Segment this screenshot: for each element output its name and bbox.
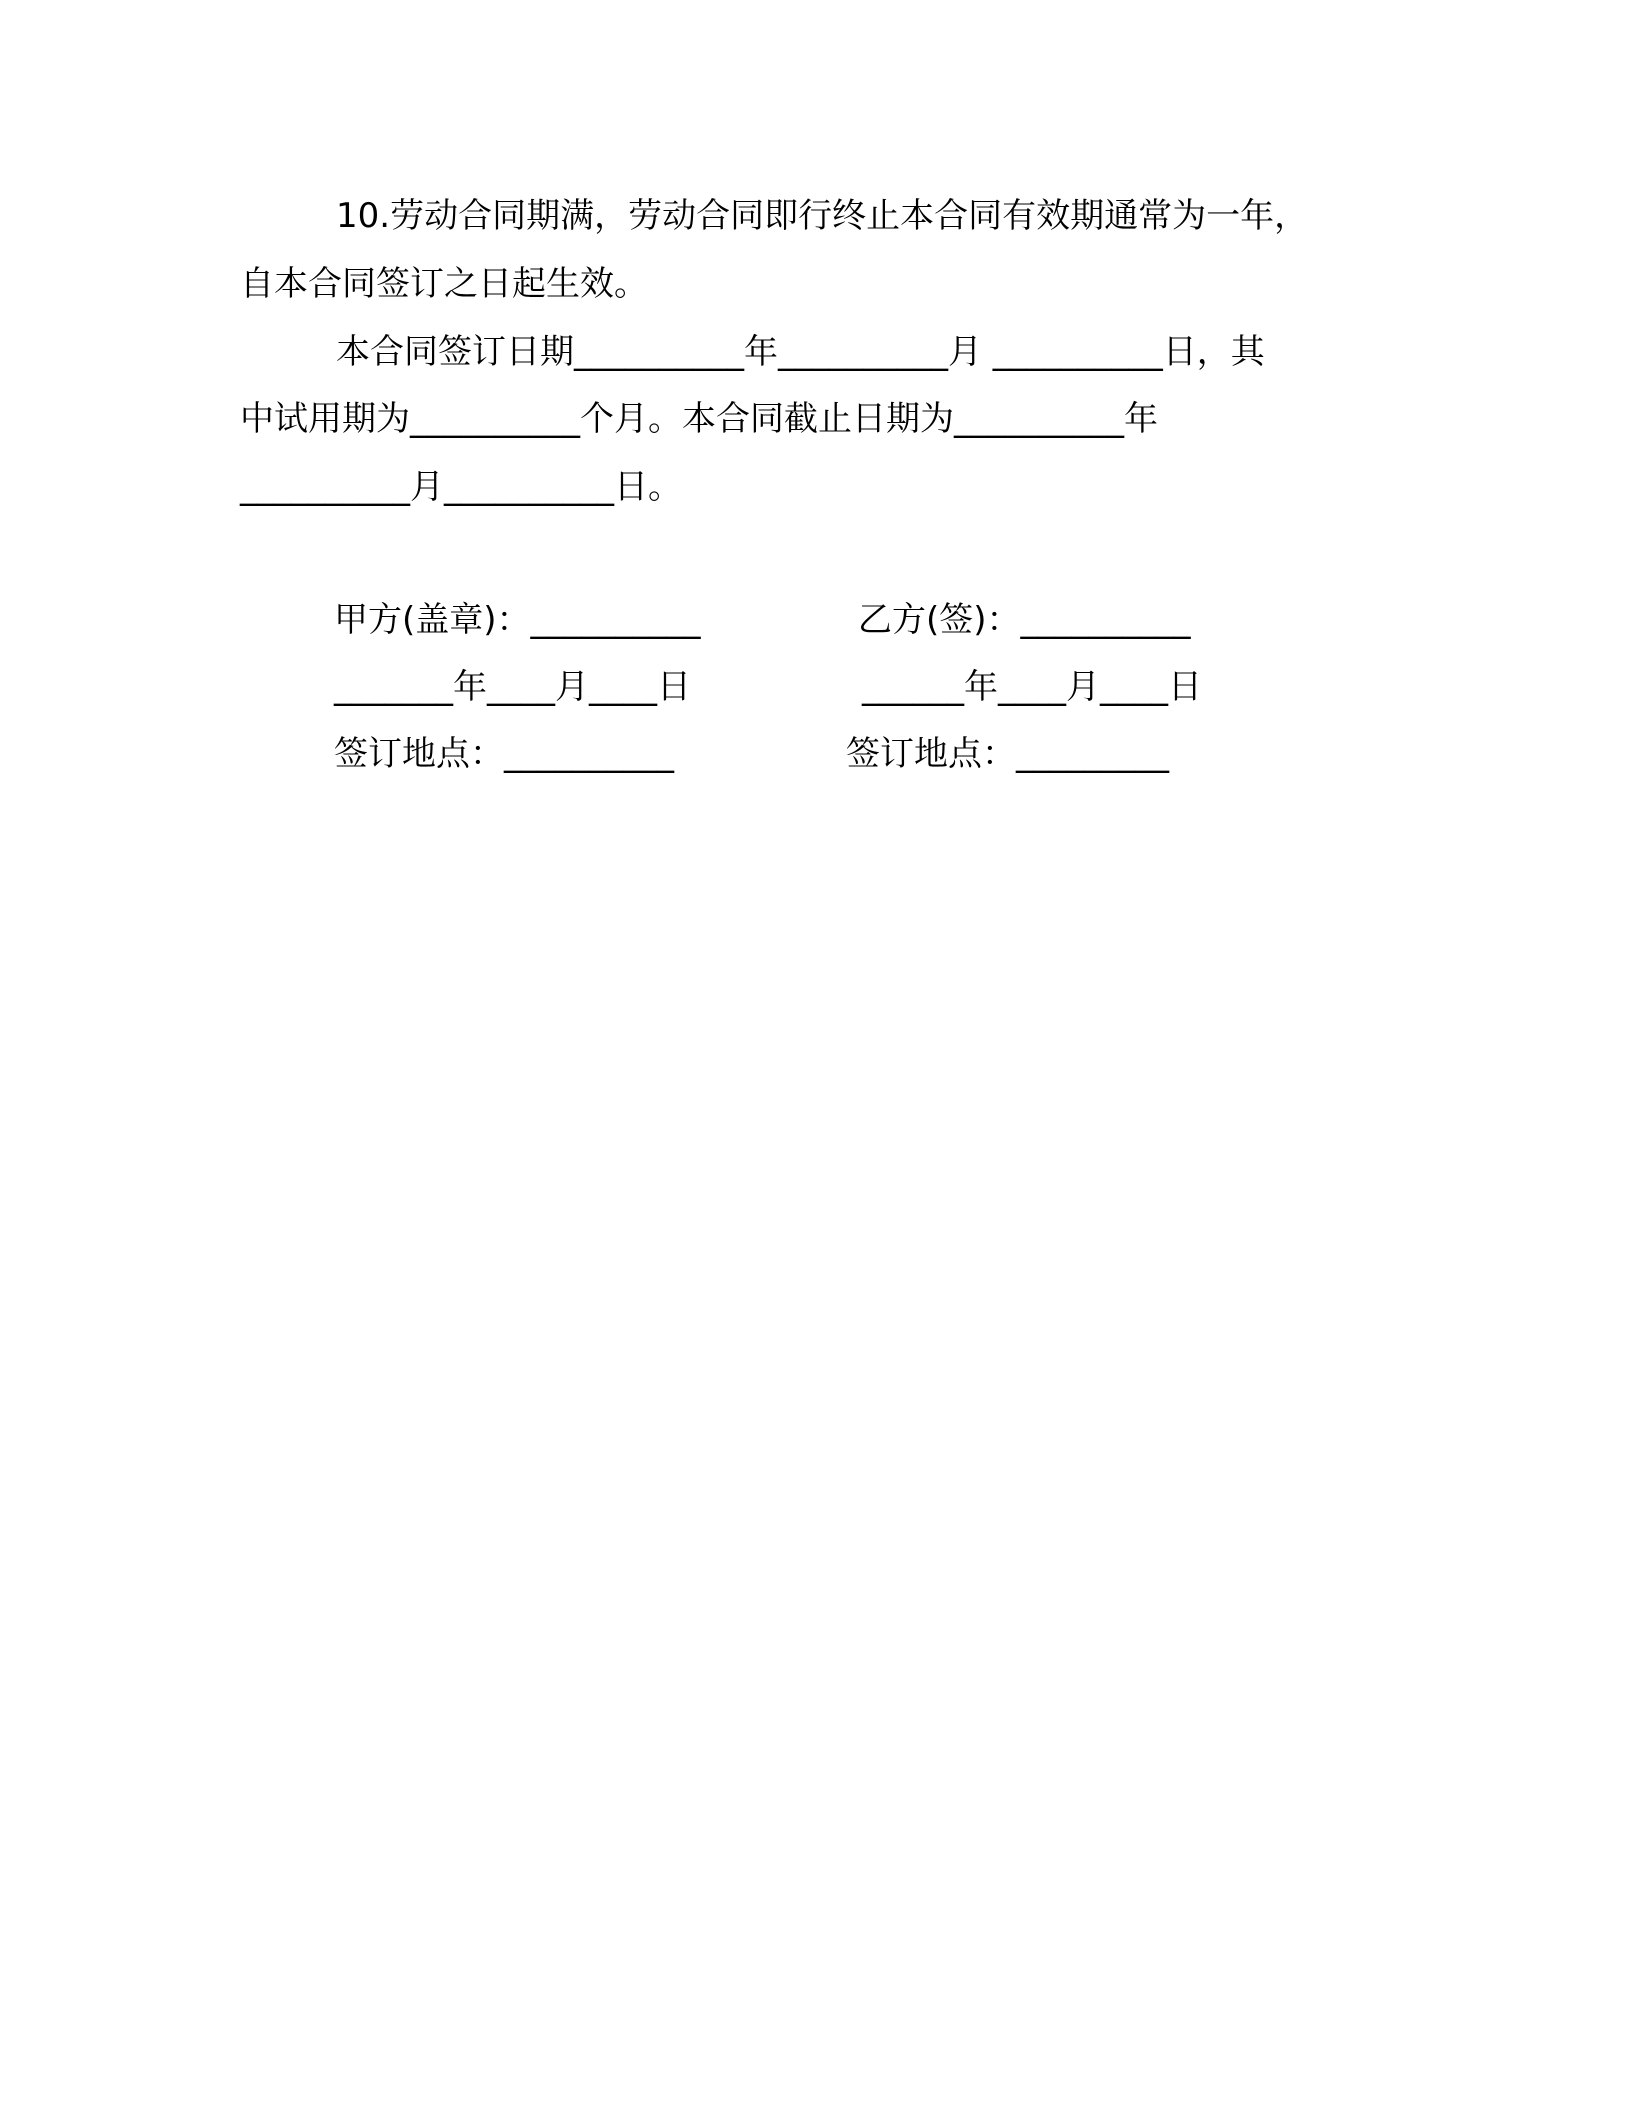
party-b-place-line: 签订地点：_________ xyxy=(846,734,1169,774)
party-a-place-line: 签订地点：__________ xyxy=(334,734,674,774)
clause-10-line-1: 10.劳动合同期满，劳动合同即行终止本合同有效期通常为一年， xyxy=(336,196,1309,236)
contract-date-line-3: __________月__________日。 xyxy=(240,467,682,507)
contract-date-line-1: 本合同签订日期__________年__________月 __________日，其 xyxy=(336,332,1265,372)
clause-10-line-2: 自本合同签订之日起生效。 xyxy=(240,264,648,304)
party-a-date-line: _______年____月____日 xyxy=(334,667,691,707)
party-b-date-line: ______年____月____日 xyxy=(862,667,1202,707)
party-b-sign-line: 乙方(签)：__________ xyxy=(858,600,1191,640)
contract-date-line-2: 中试用期为__________个月。本合同截止日期为__________年 xyxy=(240,399,1158,439)
party-a-seal-line: 甲方(盖章)：__________ xyxy=(334,600,701,640)
